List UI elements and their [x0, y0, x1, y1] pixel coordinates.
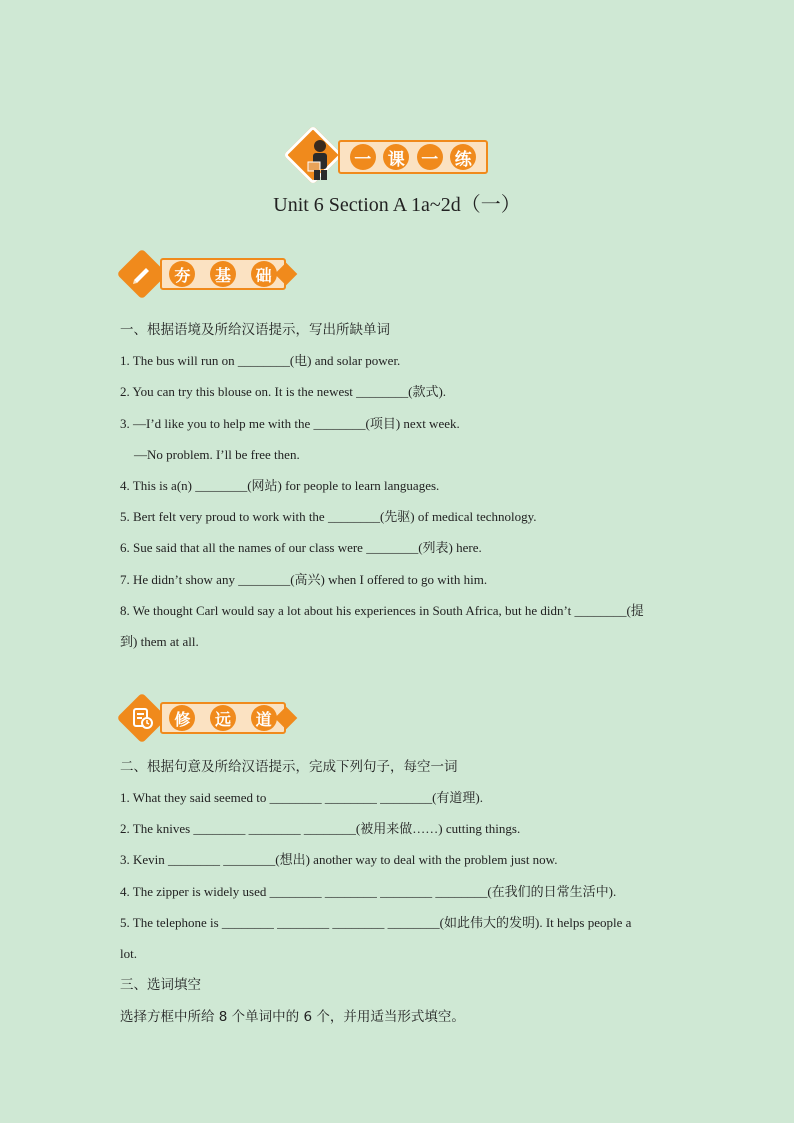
exercise-line: —No problem. I’ll be free then.: [134, 447, 300, 462]
exercise-line: 1. What they said seemed to ________ ________ ________(有道理).: [120, 790, 483, 805]
tag-label: [160, 258, 286, 290]
exercise-line: 4. The zipper is widely used ________ ________ ________ ________(在我们的日常生活中).: [120, 884, 617, 899]
exercise-line: lot.: [120, 946, 137, 961]
banner-char: 练: [450, 144, 476, 170]
exercise-line: 2. The knives ________ ________ ________(被用来做……) cutting things.: [120, 821, 521, 836]
exercise-line: 6. Sue said that all the names of our class were ________(列表) here.: [120, 540, 482, 555]
section3-instruction: 选择方框中所给 8 个单词中的 6 个，并用适当形式填空。: [120, 1009, 465, 1025]
lesson-banner: [288, 128, 498, 186]
exercise-line: 4. This is a(n) ________(网站) for people to learn languages.: [120, 478, 440, 493]
exercise-line: 5. Bert felt very proud to work with the ________(先驱) of medical technology.: [120, 509, 537, 524]
reader-avatar-icon: [300, 136, 340, 182]
exercise-line: 3. —I’d like you to help me with the ________(项目) next week.: [120, 416, 460, 431]
exercise-line: 8. We thought Carl would say a lot about his experiences in South Africa, but he didn’t ________(提: [120, 603, 644, 618]
banner-char: 课: [383, 144, 409, 170]
exercise-line: 7. He didn’t show any ________(高兴) when I offered to go with him.: [120, 572, 488, 587]
banner-char: 一: [350, 144, 376, 170]
exercise-line: 到) them at all.: [120, 634, 199, 649]
exercise-line: 3. Kevin ________ ________(想出) another way to deal with the problem just now.: [120, 852, 558, 867]
page-title: Unit 6 Section A 1a~2d（一）: [273, 194, 521, 216]
tag-char: 础: [251, 261, 277, 287]
exercise-line: 5. The telephone is ________ ________ ________ ________(如此伟大的发明). It helps people a: [120, 915, 632, 930]
tag-label: [160, 702, 286, 734]
section2-heading: 二、根据句意及所给汉语提示，完成下列句子，每空一词: [120, 759, 458, 775]
tag-char: 修: [169, 705, 195, 731]
clipboard-clock-icon: [130, 706, 154, 730]
section1-heading: 一、根据语境及所给汉语提示，写出所缺单词: [120, 322, 390, 338]
section3-heading: 三、选词填空: [120, 977, 201, 993]
section-tag-foundation: [120, 252, 280, 298]
tag-char: 夯: [169, 261, 195, 287]
banner-label: [338, 140, 488, 174]
banner-char: 一: [417, 144, 443, 170]
tag-char: 基: [210, 261, 236, 287]
pencil-icon: [130, 262, 154, 286]
exercise-line: 2. You can try this blouse on. It is the newest ________(款式).: [120, 384, 447, 399]
tag-char: 远: [210, 705, 236, 731]
section-tag-practice: [120, 696, 280, 742]
tag-char: 道: [251, 705, 277, 731]
exercise-line: 1. The bus will run on ________(电) and solar power.: [120, 353, 401, 368]
